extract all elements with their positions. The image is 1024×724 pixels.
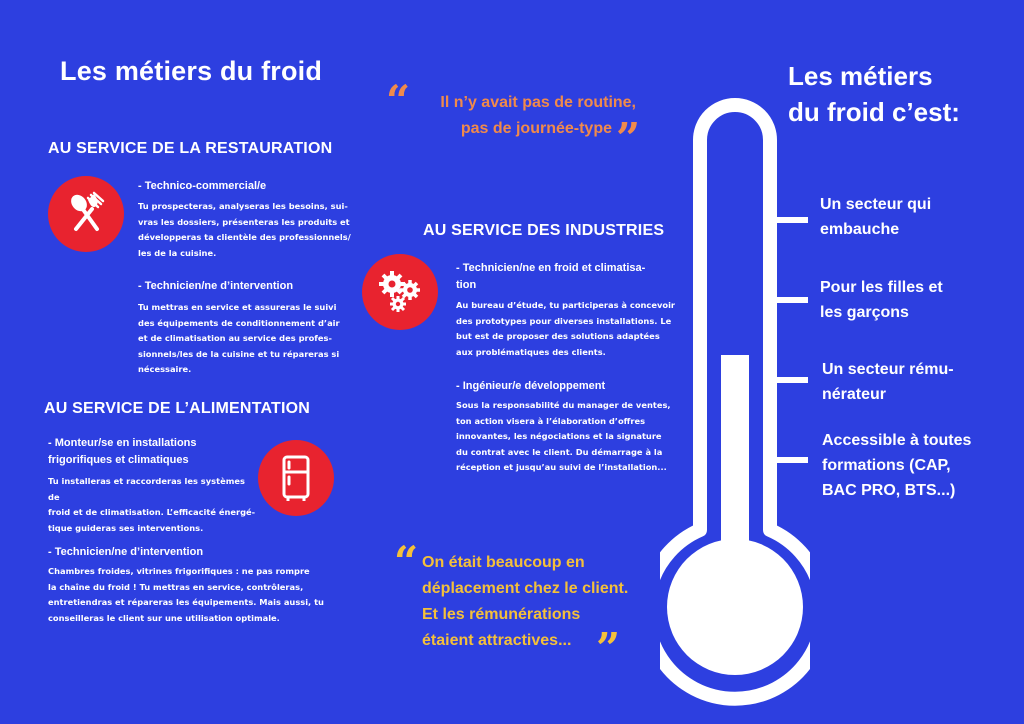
job-description: [456, 298, 676, 360]
fact-line: Un secteur qui: [820, 196, 932, 213]
desc-line: but est de proposer des solutions adaptées: [456, 331, 660, 341]
quote-line: Et les rémunérations: [422, 606, 581, 623]
right-title: [788, 58, 1008, 130]
quote-open-mark: “: [394, 537, 419, 586]
job-description: [138, 300, 363, 378]
desc-line: nécessaire.: [138, 364, 192, 374]
job-title: [48, 435, 258, 469]
desc-line: Tu prospecteras, analyseras les besoins, sui-: [138, 201, 348, 211]
fact-line: Accessible à toutes: [822, 432, 972, 449]
job-technico-commercial: [138, 178, 363, 261]
desc-line: des prototypes pour diverses installations. Le: [456, 315, 672, 326]
fridge-icon: [258, 440, 334, 516]
job-title: [456, 260, 676, 294]
desc-line: les de la cuisine.: [138, 247, 217, 258]
desc-line: Sous la responsabilité du manager de ventes,: [456, 400, 671, 410]
desc-line: froid et de climatisation. L’efficacité énergé-: [48, 507, 256, 517]
gears-icon: [362, 254, 438, 330]
fact-line: embauche: [820, 221, 900, 238]
quote-close-mark: ”: [616, 114, 641, 163]
quote-line: pas de journée-type: [460, 120, 612, 137]
fact-line: Pour les filles et: [820, 279, 943, 296]
title-line: frigorifiques et climatiques: [48, 454, 189, 466]
desc-line: Tu mettras en service et assureras le suivi: [138, 302, 337, 312]
job-description: [138, 199, 363, 261]
fact-line: Un secteur rému-: [822, 361, 954, 378]
fact-item: [820, 275, 1010, 325]
job-description: [48, 474, 258, 536]
desc-line: développeras ta clientèle des professionnels/: [138, 232, 351, 242]
desc-line: et de climatisation au service des profes-: [138, 333, 332, 343]
desc-line: vras les dossiers, présenteras les produits et: [138, 216, 350, 227]
desc-line: ton action visera à l’élaboration d’offres: [456, 415, 646, 426]
job-technicien-intervention: [138, 278, 363, 378]
fact-item: [822, 428, 1017, 503]
desc-line: sionnels/les de la cuisine et tu répareras si: [138, 348, 340, 359]
job-description: [456, 398, 676, 476]
fact-item: [822, 357, 1012, 407]
desc-line: Chambres froides, vitrines frigorifiques : ne pas rompre: [48, 566, 310, 576]
desc-line: conseilleras le client sur une utilisation optimale.: [48, 612, 280, 623]
quote-line: étaient attractives...: [422, 632, 572, 649]
job-title: - Ingénieur/e développement: [456, 380, 606, 392]
job-technicien-intervention-2: [48, 544, 348, 626]
job-title: - Technicien/ne d’intervention: [48, 546, 204, 558]
title-line: - Technicien/ne en froid et climatisa-: [456, 262, 646, 274]
quote-line: On était beaucoup en: [422, 554, 585, 571]
fact-line: les garçons: [820, 304, 909, 321]
desc-line: tique guideras ses interventions.: [48, 522, 204, 533]
restauration-circle: [48, 176, 124, 252]
desc-line: la chaîne du froid ! Tu mettras en service, contrôleras,: [48, 581, 304, 592]
title-line: - Monteur/se en installations: [48, 437, 197, 449]
quote-top: [380, 90, 636, 142]
desc-line: Au bureau d’étude, tu participeras à concevoir: [456, 300, 676, 310]
industries-circle: [362, 254, 438, 330]
fork-spoon-icon: [48, 176, 124, 252]
desc-line: aux problématiques des clients.: [456, 346, 606, 357]
desc-line: des équipements de conditionnement d’air: [138, 317, 340, 328]
quote-close-mark: ”: [596, 624, 621, 673]
desc-line: réception et jusqu’au suivi de l’installation...: [456, 462, 667, 472]
desc-line: Tu installeras et raccorderas les systèmes de: [48, 476, 245, 502]
quote-line: Il n’y avait pas de routine,: [440, 94, 636, 111]
thermometer-graphic: [660, 80, 810, 720]
fact-line: formations (CAP,: [822, 457, 951, 474]
title-line: tion: [456, 279, 477, 291]
title-line: Les métiers: [788, 61, 933, 91]
desc-line: entretiendras et répareras les équipements. Mais aussi, tu: [48, 597, 324, 607]
job-title: - Technico-commercial/e: [138, 180, 267, 192]
job-ingenieur: [456, 378, 676, 476]
restauration-heading: AU SERVICE DE LA RESTAURATION: [48, 140, 333, 157]
alimentation-heading: AU SERVICE DE L’ALIMENTATION: [44, 400, 311, 417]
industries-heading: AU SERVICE DES INDUSTRIES: [423, 222, 665, 239]
quote-open-mark: “: [386, 76, 411, 125]
title-line: du froid c’est:: [788, 97, 960, 127]
job-technicien-froid: [456, 260, 676, 360]
job-monteur: [48, 435, 258, 536]
desc-line: innovantes, les négociations et la signature: [456, 431, 662, 441]
fact-line: BAC PRO, BTS...): [822, 482, 956, 499]
job-description: [48, 564, 348, 626]
fact-item: [820, 192, 1010, 242]
page-title: Les métiers du froid: [60, 56, 323, 86]
fact-line: nérateur: [822, 386, 887, 403]
quote-bottom: [422, 550, 662, 654]
job-title: - Technicien/ne d’intervention: [138, 280, 294, 292]
desc-line: du contrat avec le client. Du démarrage à la: [456, 446, 663, 457]
quote-line: déplacement chez le client.: [422, 580, 629, 597]
alimentation-circle: [258, 440, 334, 516]
